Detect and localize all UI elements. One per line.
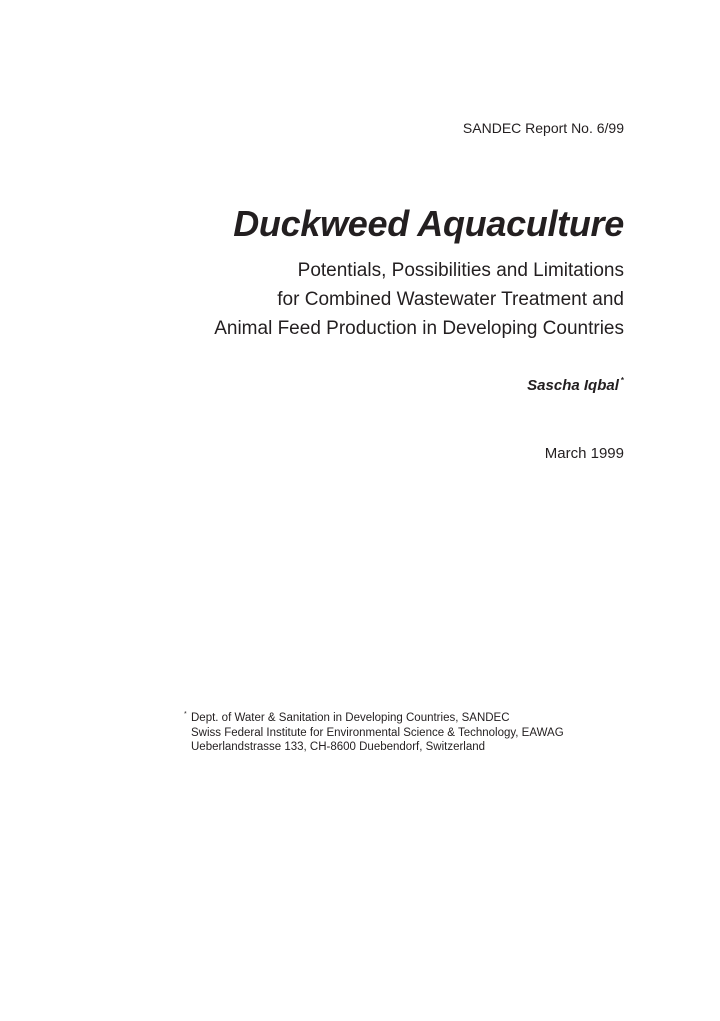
footnote-line: Ueberlandstrasse 133, CH-8600 Duebendorf, Switzerland [191,741,486,754]
author-affiliation-footnote [184,708,564,755]
subtitle-line: for Combined Wastewater Treatment and [277,289,624,310]
author-name: Sascha Iqbal [527,377,619,394]
footnote-marker: * [184,711,187,718]
author [527,372,624,395]
footnote-line: Dept. of Water & Sanitation in Developing Countries, SANDEC [191,712,510,724]
report-number: SANDEC Report No. 6/99 [462,120,624,136]
subtitle-line: Animal Feed Production in Developing Countries [214,318,624,339]
author-footnote-marker: * [620,376,624,385]
footnote-line: Swiss Federal Institute for Environmental Science & Technology, EAWAG [191,726,564,739]
subtitle-line: Potentials, Possibilities and Limitations [297,260,624,281]
publication-date: March 1999 [544,445,624,462]
page-title: Duckweed Aquaculture [233,203,624,244]
subtitle [214,256,624,343]
